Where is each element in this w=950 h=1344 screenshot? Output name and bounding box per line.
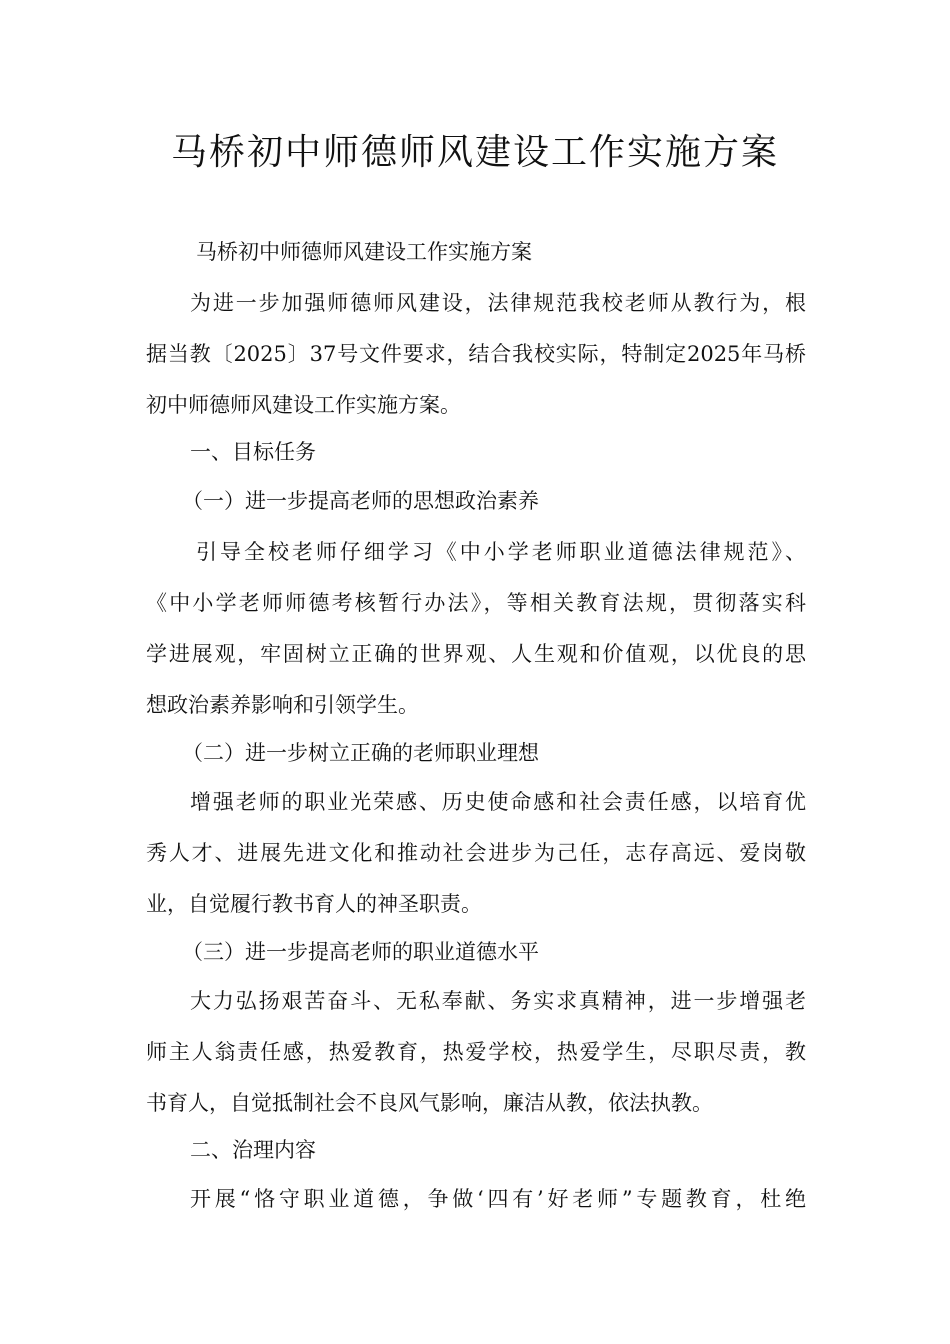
sub1-line-1: 引导全校老师仔细学习《中小学老师职业道德法律规范》、 xyxy=(196,540,806,564)
subsection-heading-2: （二）进一步树立正确的老师职业理想 xyxy=(182,741,539,765)
section2-line-1: 开展“恪守职业道德，争做‘四有’好老师”专题教育，杜绝 xyxy=(190,1187,806,1211)
sub3-line-3: 书育人，自觉抵制社会不良风气影响，廉洁从教，依法执教。 xyxy=(146,1091,713,1115)
section-heading-content: 二、治理内容 xyxy=(190,1138,316,1162)
sub2-line-3: 业，自觉履行教书育人的神圣职责。 xyxy=(146,892,482,916)
subsection-heading-3: （三）进一步提高老师的职业道德水平 xyxy=(182,940,539,964)
intro-line-1: 为进一步加强师德师风建设，法律规范我校老师从教行为，根 xyxy=(190,291,806,315)
sub1-line-3: 学进展观，牢固树立正确的世界观、人生观和价值观，以优良的思 xyxy=(146,642,806,666)
document-title: 马桥初中师德师风建设工作实施方案 xyxy=(170,132,779,173)
document-subtitle: 马桥初中师德师风建设工作实施方案 xyxy=(196,240,532,264)
sub1-line-4: 想政治素养影响和引领学生。 xyxy=(146,693,419,717)
section-heading-goals: 一、目标任务 xyxy=(190,440,316,464)
sub3-line-2: 师主人翁责任感，热爱教育，热爱学校，热爱学生，尽职尽责，教 xyxy=(146,1040,806,1064)
sub2-line-2: 秀人才、进展先进文化和推动社会进步为己任，志存高远、爱岗敬 xyxy=(146,841,806,865)
intro-line-3: 初中师德师风建设工作实施方案。 xyxy=(146,393,461,417)
sub2-line-1: 增强老师的职业光荣感、历史使命感和社会责任感，以培育优 xyxy=(190,790,806,814)
subsection-heading-1: （一）进一步提高老师的思想政治素养 xyxy=(182,489,539,513)
sub3-line-1: 大力弘扬艰苦奋斗、无私奉献、务实求真精神，进一步增强老 xyxy=(190,989,806,1013)
intro-line-2: 据当教〔2025〕37号文件要求，结合我校实际，特制定2025年马桥 xyxy=(146,342,806,366)
sub1-line-2: 《中小学老师师德考核暂行办法》，等相关教育法规，贯彻落实科 xyxy=(146,591,806,615)
